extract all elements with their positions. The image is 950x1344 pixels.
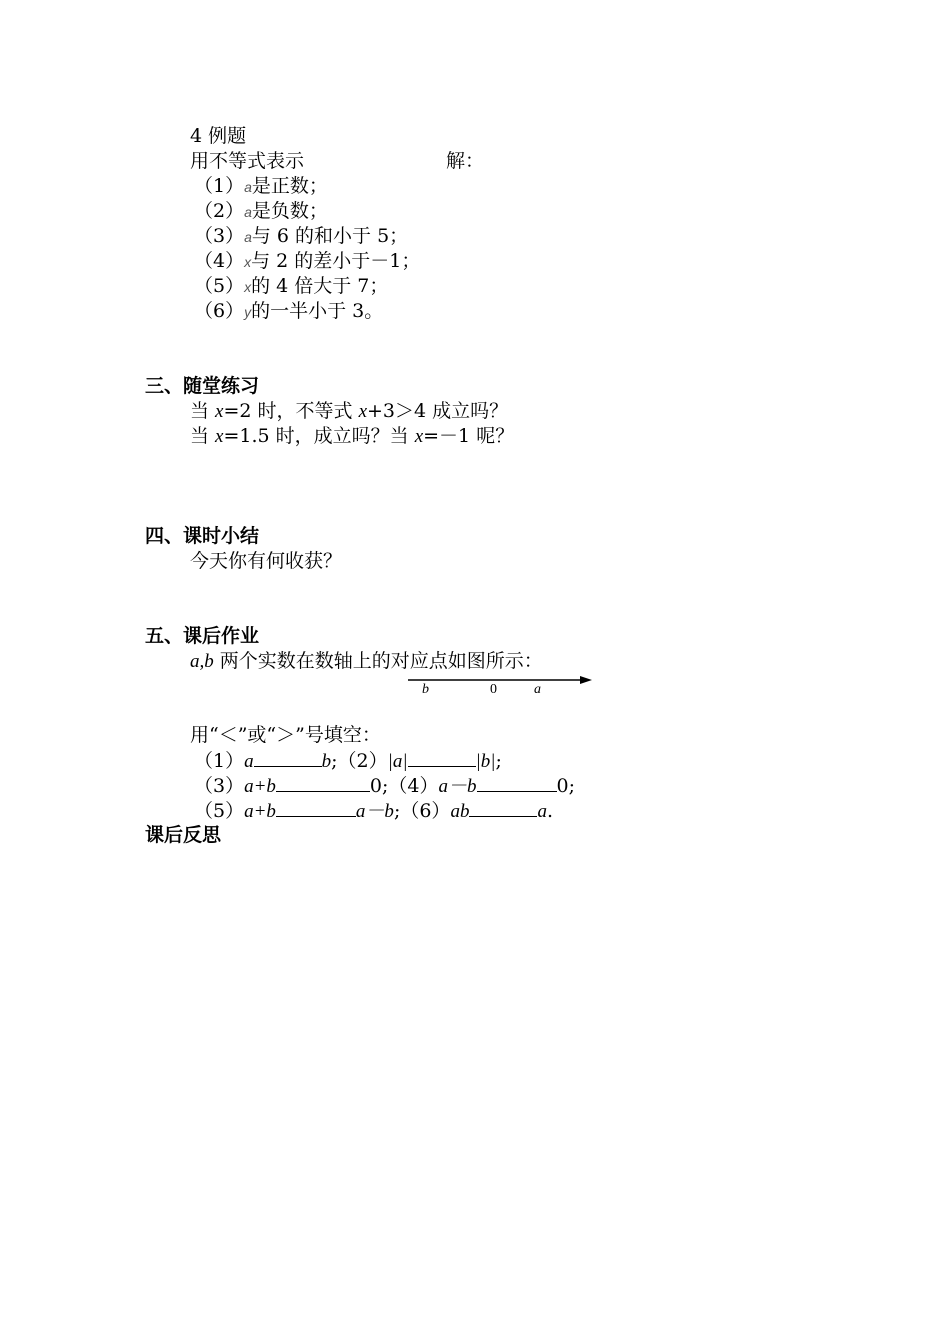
number-line	[408, 674, 593, 698]
answer-blank[interactable]	[254, 748, 322, 767]
example-item: （3）a与 6 的和小于 5；	[194, 225, 409, 247]
answer-blank[interactable]	[276, 773, 370, 792]
variable: a	[244, 179, 252, 195]
answer-blank[interactable]	[469, 798, 537, 817]
example-intro: 用不等式表示	[190, 150, 305, 172]
arrow-right-icon	[580, 676, 592, 684]
example-item: （1）a是正数；	[194, 175, 328, 197]
variable: y	[244, 304, 252, 320]
fill-row-3: （5）a+b a－b;（6）ab a.	[194, 800, 553, 822]
example-item: （4）x与 2 的差小于－1；	[194, 250, 421, 272]
answer-blank[interactable]	[408, 748, 476, 767]
homework-intro: a,b 两个实数在数轴上的对应点如图所示：	[190, 650, 543, 672]
solution-label: 解：	[446, 150, 485, 172]
variable: x	[244, 279, 252, 295]
summary-heading: 四、课时小结	[145, 525, 260, 547]
variable: a	[244, 229, 252, 245]
example-item: （5）x的 4 倍大于 7；	[194, 275, 389, 297]
example-item: （6）y的一半小于 3。	[194, 300, 384, 322]
reflection-heading: 课后反思	[145, 824, 222, 846]
variable: x	[244, 254, 252, 270]
practice-question-2: 当 x=1.5 时，成立吗？当 x=－1 呢？	[190, 425, 515, 447]
practice-heading: 三、随堂练习	[145, 375, 260, 397]
number-line-axis	[408, 674, 593, 698]
answer-blank[interactable]	[276, 798, 356, 817]
fill-row-1: （1）a b;（2）|a| |b|;	[194, 750, 502, 772]
summary-text: 今天你有何收获？	[190, 550, 343, 572]
homework-heading: 五、课后作业	[145, 625, 260, 647]
example-item: （2）a是负数；	[194, 200, 328, 222]
number-line-label-zero: 0	[490, 682, 497, 697]
variable: a	[244, 204, 252, 220]
practice-question-1: 当 x=2 时，不等式 x+3＞4 成立吗？	[190, 400, 509, 422]
example-title: 4 例题	[190, 125, 247, 147]
fill-prompt: 用“＜”或“＞”号填空：	[190, 724, 381, 746]
number-line-label-a: a	[534, 682, 541, 697]
answer-blank[interactable]	[477, 773, 557, 792]
number-line-label-b: b	[422, 682, 429, 697]
fill-row-2: （3）a+b 0;（4）a－b 0;	[194, 775, 576, 797]
